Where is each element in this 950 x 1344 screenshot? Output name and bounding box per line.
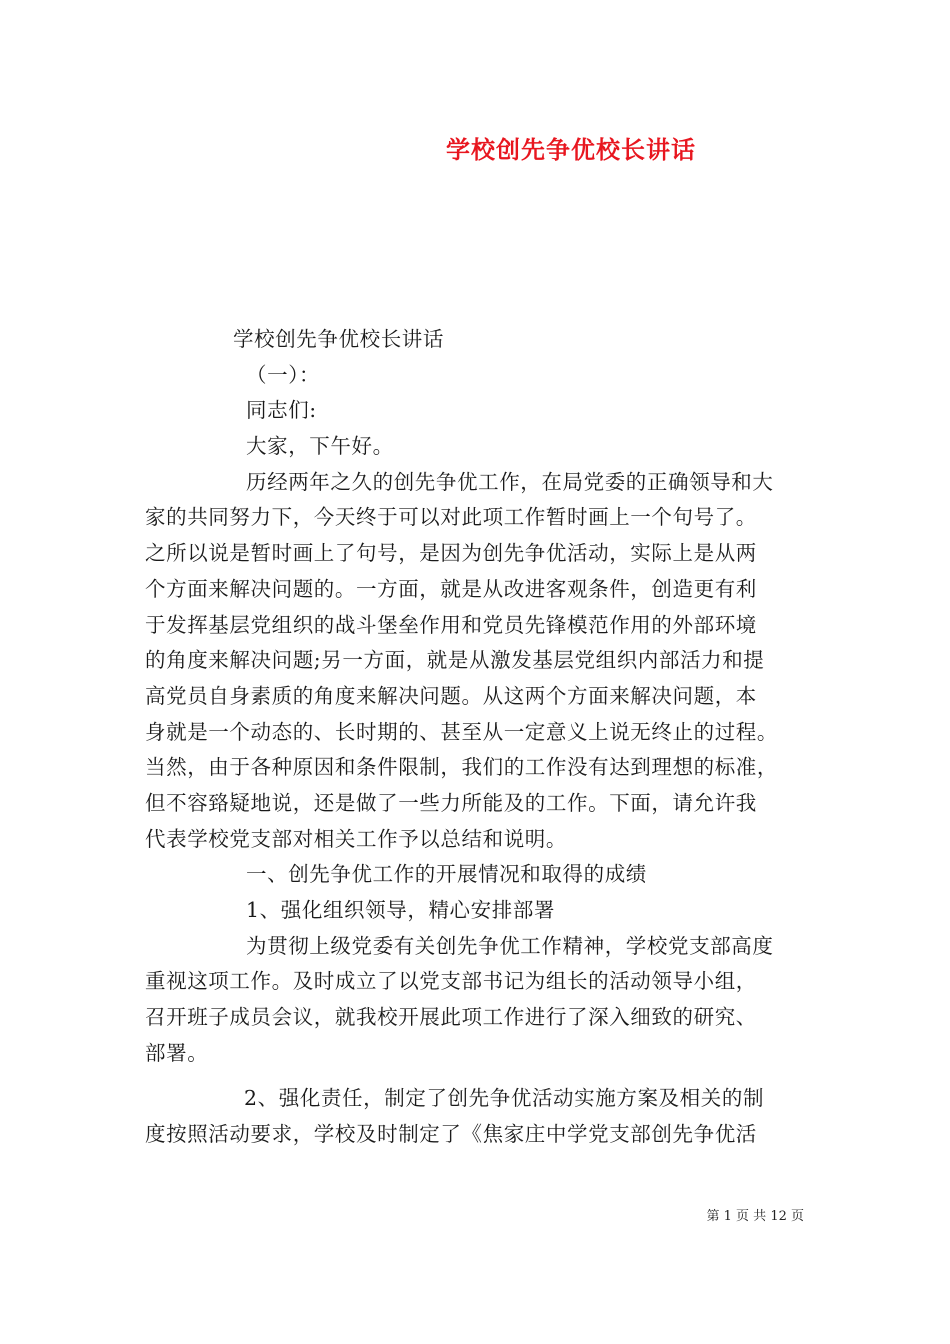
paragraph-line: 历经两年之久的创先争优工作，在局党委的正确领导和大 — [246, 469, 774, 494]
paragraph-line: 部署。 — [145, 1040, 209, 1065]
paragraph-line: 重视这项工作。及时成立了以党支部书记为组长的活动领导小组， — [145, 969, 757, 994]
paragraph-line: 当然，由于各种原因和条件限制，我们的工作没有达到理想的标准， — [145, 755, 778, 780]
paragraph-line: 高党员自身素质的角度来解决问题。从这两个方面来解决问题，本 — [145, 683, 757, 708]
paragraph-line: 个方面来解决问题的。一方面，就是从改进客观条件，创造更有利 — [145, 576, 757, 601]
body-heading: 学校创先争优校长讲话 — [233, 327, 444, 351]
paragraph-line: 但不容臵疑地说，还是做了一些力所能及的工作。下面，请允许我 — [145, 790, 757, 815]
greeting: 大家，下午好。 — [246, 434, 394, 459]
document-title: 学校创先争优校长讲话 — [446, 135, 696, 164]
paragraph-line: 为贯彻上级党委有关创先争优工作精神，学校党支部高度 — [246, 933, 774, 958]
section-heading: 一、创先争优工作的开展情况和取得的成绩 — [246, 862, 647, 887]
paragraph-line: 家的共同努力下，今天终于可以对此项工作暂时画上一个句号了。 — [145, 505, 757, 530]
salutation: 同志们: — [246, 398, 317, 423]
document-body — [145, 322, 805, 1153]
page-number: 第 1 页 共 12 页 — [706, 1209, 804, 1224]
paragraph-line: 代表学校党支部对相关工作予以总结和说明。 — [145, 826, 567, 851]
paragraph-spacer — [145, 1071, 805, 1081]
paragraph-line: 之所以说是暂时画上了句号，是因为创先争优活动，实际上是从两 — [145, 541, 757, 566]
paragraph-line: 身就是一个动态的、长时期的、甚至从一定意义上说无终止的过程。 — [145, 719, 778, 744]
paragraph-line: 的角度来解决问题;另一方面，就是从激发基层党组织内部活力和提 — [145, 648, 765, 673]
paragraph-line: 召开班子成员会议，就我校开展此项工作进行了深入细致的研究、 — [145, 1005, 757, 1030]
subsection-heading: 1、强化组织领导，精心安排部署 — [246, 898, 556, 922]
paragraph-line: 度按照活动要求，学校及时制定了《焦家庄中学党支部创先争优活 — [145, 1122, 757, 1147]
part-label: （一）： — [246, 362, 321, 387]
paragraph-line: 2、强化责任，制定了创先争优活动实施方案及相关的制 — [244, 1086, 765, 1111]
paragraph-line: 于发挥基层党组织的战斗堡垒作用和党员先锋模范作用的外部环境 — [145, 612, 757, 637]
